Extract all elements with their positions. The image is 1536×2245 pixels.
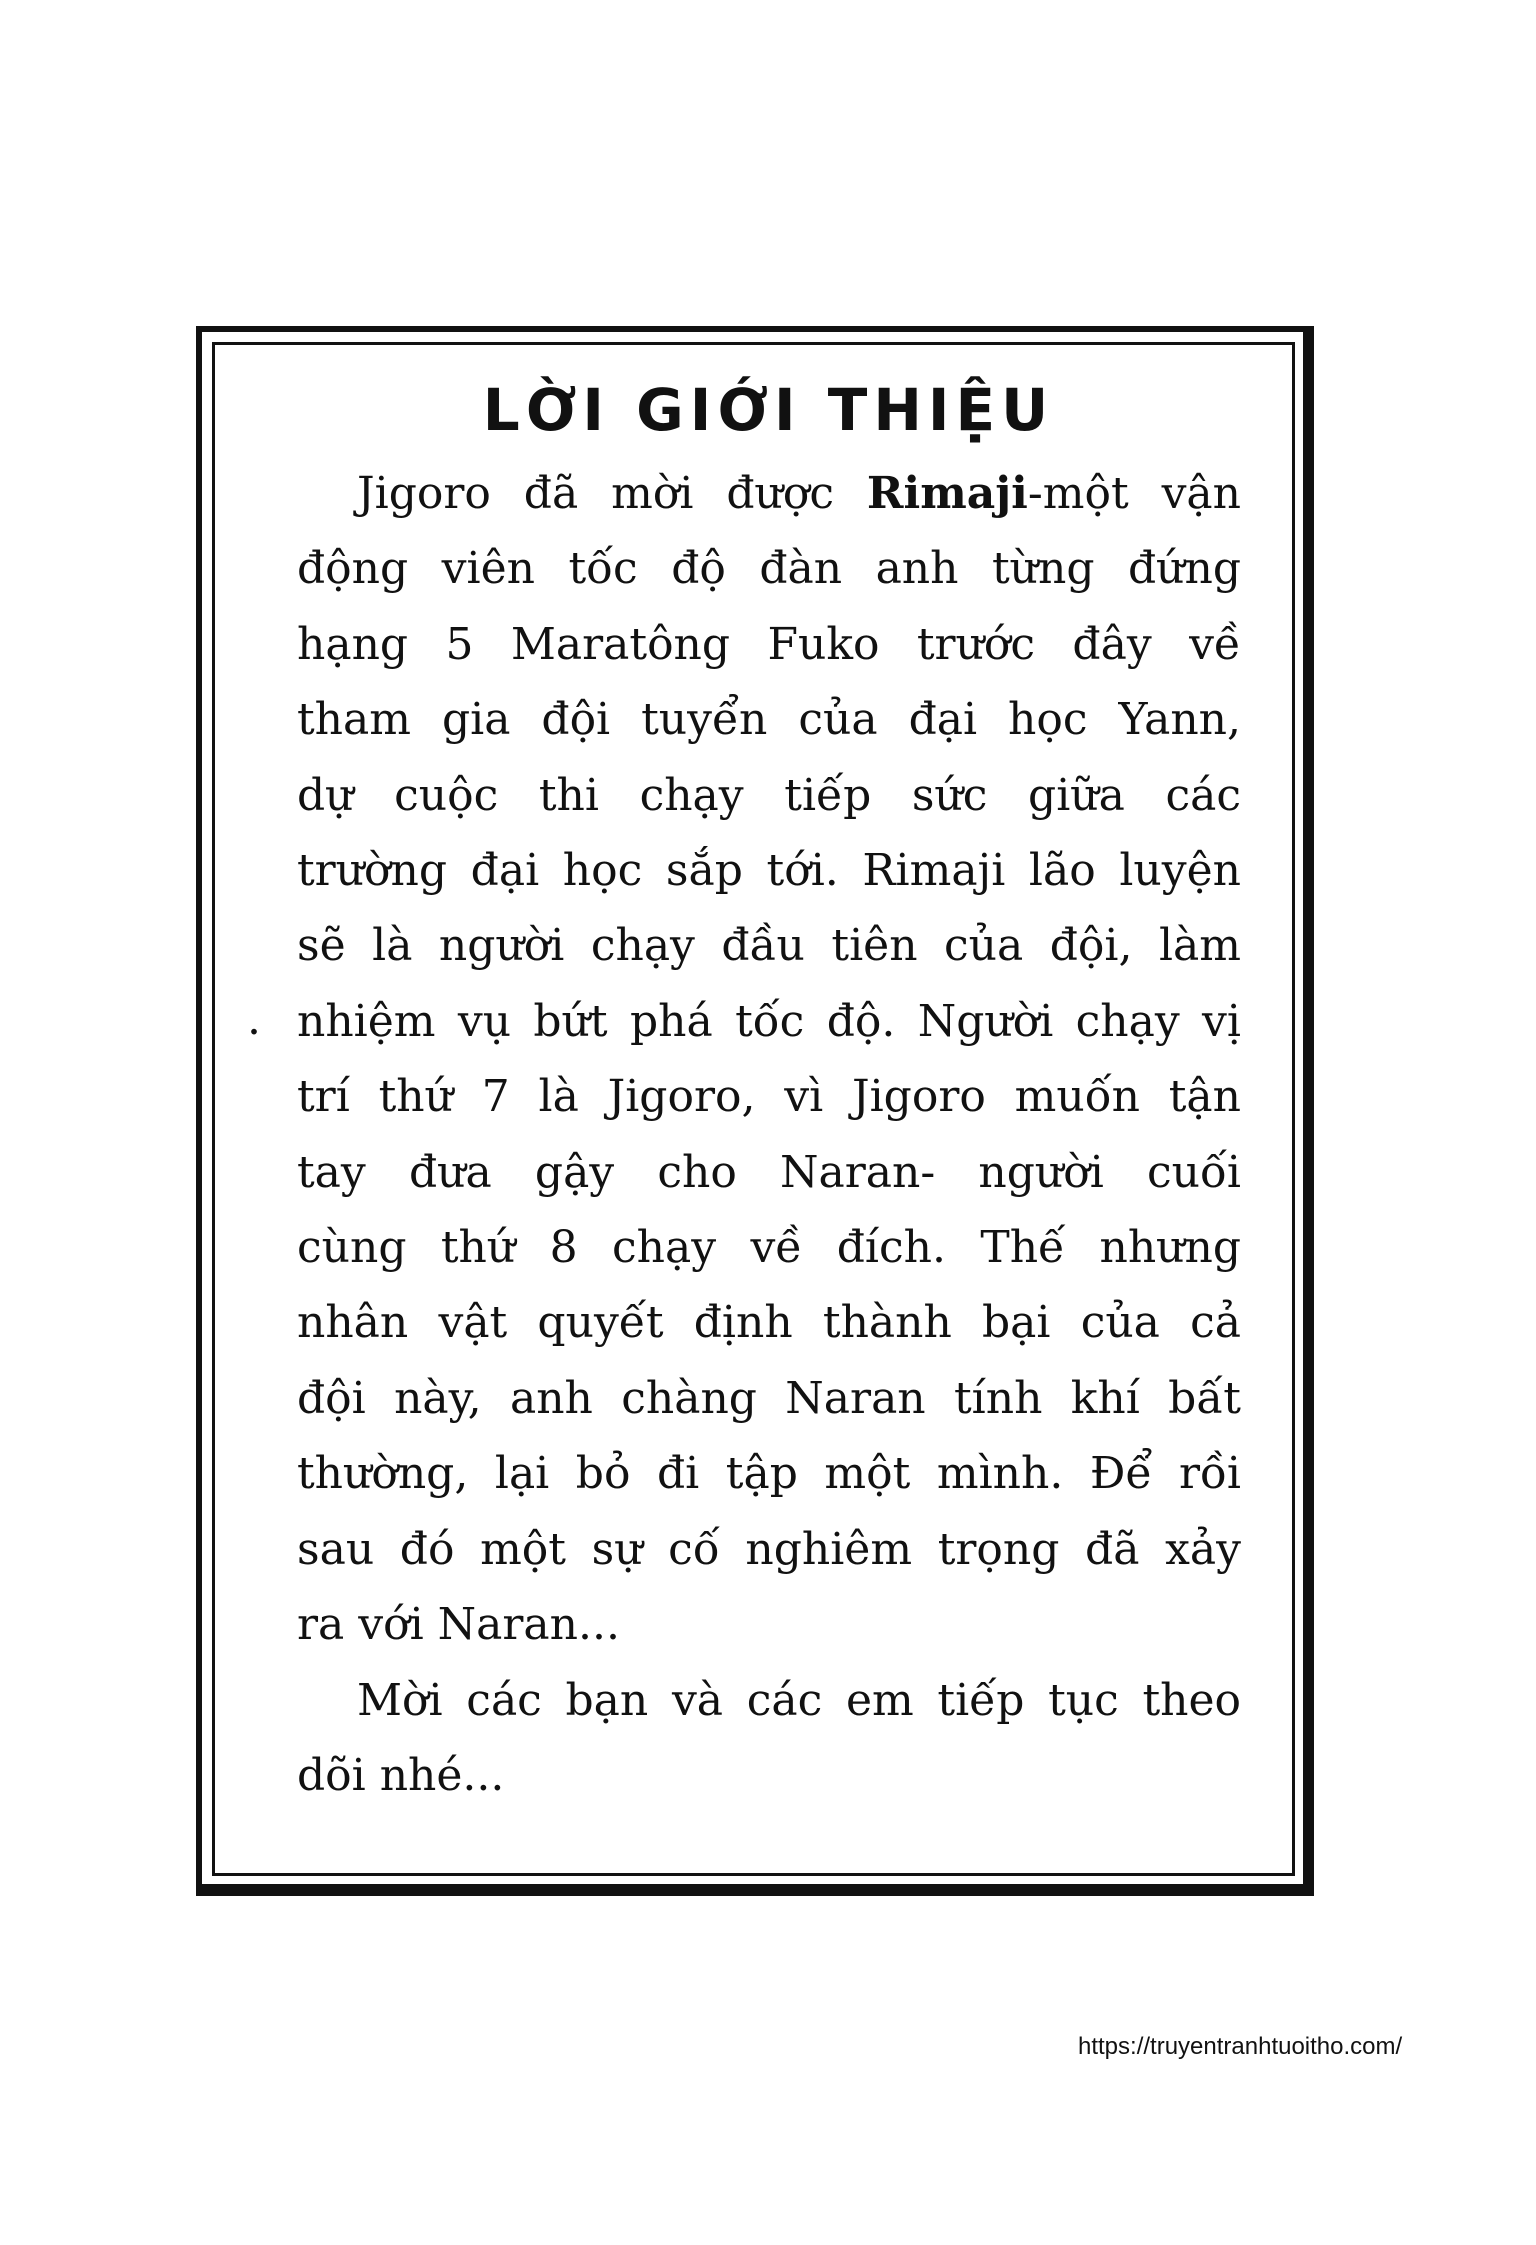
- text-line: động viên tốc độ đàn anh từng đứng: [297, 543, 1241, 595]
- text-fragment: -một vận: [1027, 468, 1242, 519]
- text-line: hạng 5 Maratông Fuko trước đây về: [297, 618, 1241, 670]
- name-rimaji: Rimaji: [866, 468, 1028, 519]
- text-line: dự cuộc thi chạy tiếp sức giữa các: [297, 769, 1241, 821]
- text-line: trường đại học sắp tới. Rimaji lão luyện: [297, 845, 1241, 897]
- text-line: sẽ là người chạy đầu tiên của đội, làm: [297, 920, 1241, 972]
- text-line: sau đó một sự cố nghiêm trọng đã xảy: [297, 1523, 1241, 1575]
- text-line: đội này, anh chàng Naran tính khí bất: [297, 1372, 1241, 1424]
- intro-frame-inner-border: [212, 342, 1295, 1876]
- text-line: tay đưa gậy cho Naran- người cuối: [297, 1146, 1241, 1198]
- text-line: [297, 456, 1241, 531]
- text-line: Mời các bạn và các em tiếp tục theo: [357, 1674, 1241, 1726]
- page-title: LỜI GIỚI THIỆU: [482, 376, 1055, 444]
- text-line: tham gia đội tuyển của đại học Yann,: [297, 694, 1241, 746]
- intro-frame: [196, 326, 1314, 1896]
- text-line: dõi nhé...: [297, 1749, 505, 1801]
- footer-url[interactable]: https://truyentranhtuoitho.com/: [1078, 2033, 1403, 2060]
- text-line: nhân vật quyết định thành bại của cả: [297, 1297, 1241, 1349]
- text-line: nhiệm vụ bứt phá tốc độ. Người chạy vị: [297, 995, 1241, 1047]
- text-fragment: Jigoro đã mời được: [357, 468, 867, 519]
- text-line: trí thứ 7 là Jigoro, vì Jigoro muốn tận: [297, 1071, 1241, 1123]
- text-line: thường, lại bỏ đi tập một mình. Để rồi: [297, 1448, 1241, 1500]
- text-line: cùng thứ 8 chạy về đích. Thế nhưng: [297, 1222, 1241, 1274]
- intro-text: [297, 456, 1241, 1813]
- text-line: ra với Naran...: [297, 1599, 620, 1651]
- margin-mark: .: [247, 994, 261, 1045]
